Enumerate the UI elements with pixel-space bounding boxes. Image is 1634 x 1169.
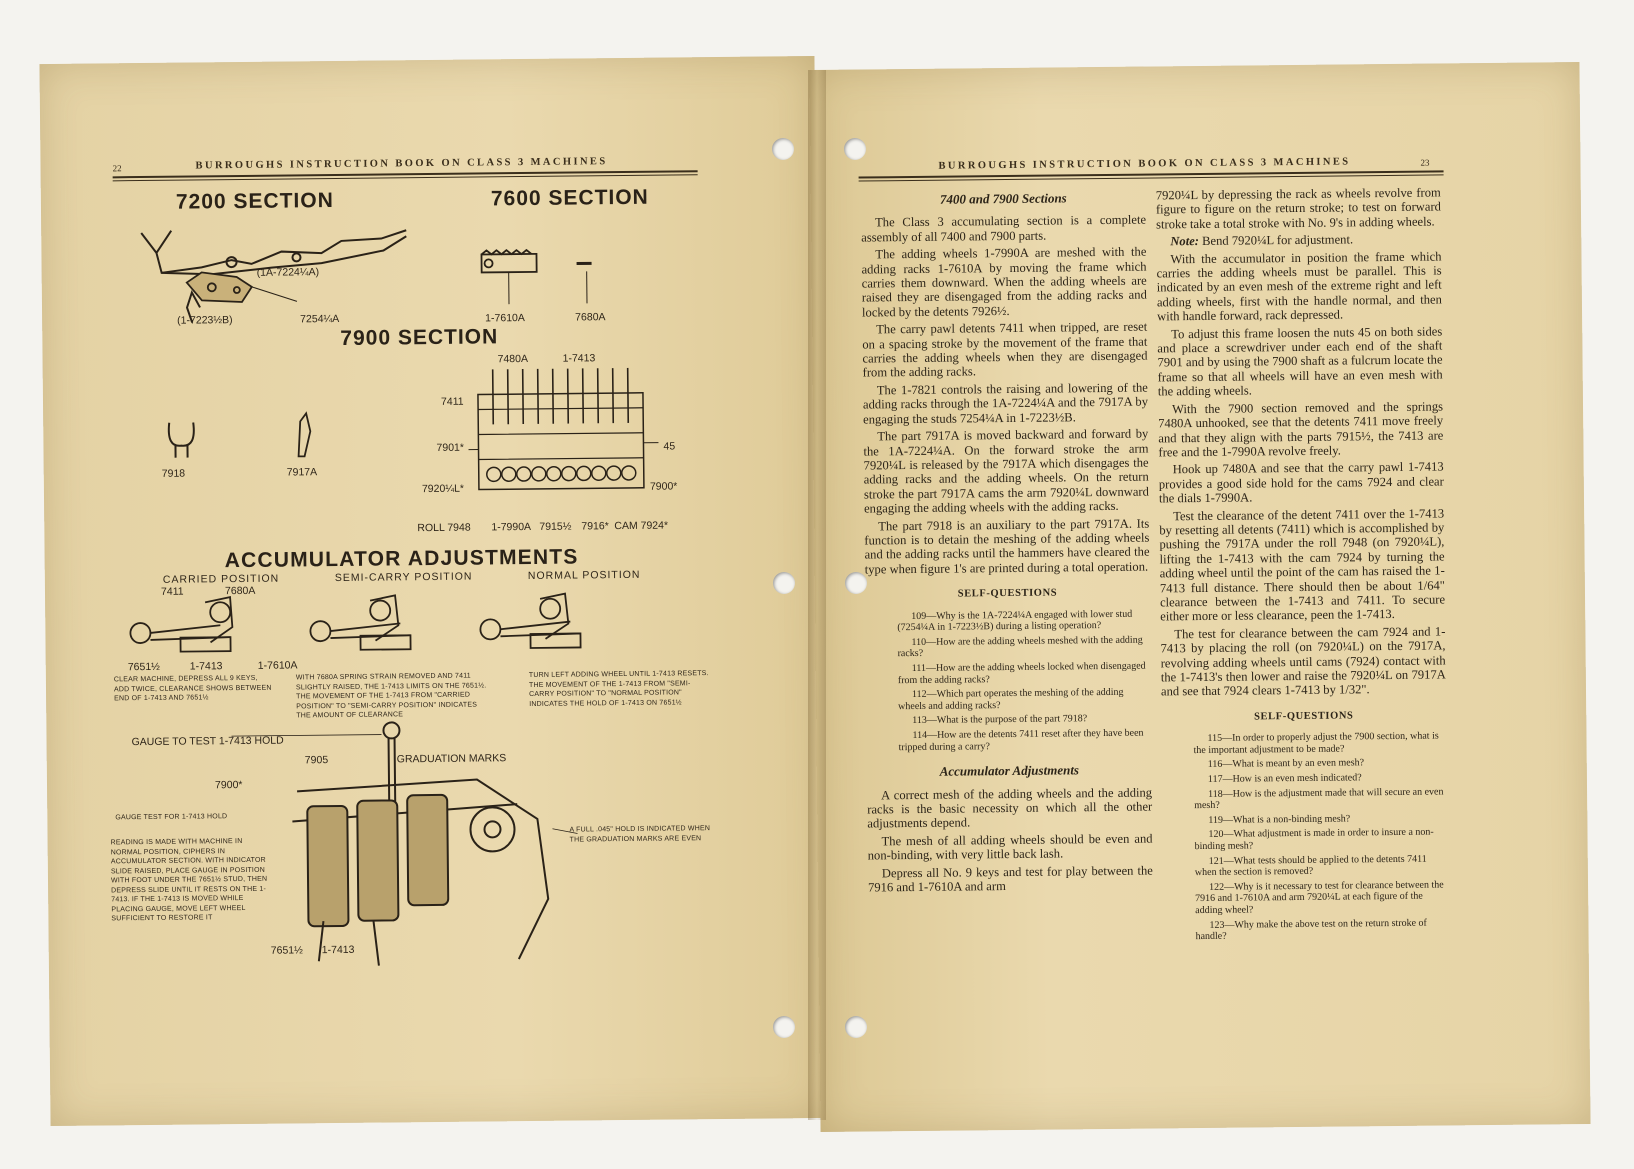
paragraph: Test the clearance of the detent 7411 over the 1-7413 by resetting all detents (7411) which is accomplished by pushing the 7917A under the roll 7948 (on 7920¼L), lifting the 1-7413 with the cam 7924 by turning the adding wheel until the point of the cam has raised the 1-7413 full distance. There should then be about 1/64" clearance between the 1-7413 and 7411. To secure either more or less clearance, peen the 1-7413. (1159, 505, 1446, 624)
hold-text: A FULL .045" HOLD IS INDICATED WHEN THE GRADUATION MARKS ARE EVEN (569, 825, 711, 844)
section-7200-title: 7200 SECTION (175, 189, 334, 214)
paragraph: With the 7900 section removed and the springs 7480A unhooked, see that the detents 7411 move freely and that they align with the parts 7915½, the 7413 are free and the 1-7990A revolve freely. (1158, 399, 1444, 460)
left-page (39, 56, 825, 1126)
question: 117—How is an even mesh indicated? (1207, 772, 1362, 785)
label-7610: 1-7610A (485, 312, 525, 325)
accumulator-positions-drawing (120, 592, 681, 668)
binder-hole-top-right (844, 138, 866, 160)
label-7918: 7918 (161, 467, 186, 480)
label-7411: 7411 (440, 395, 464, 408)
label-7920: 7920¼L* (421, 482, 465, 496)
paragraph: The adding wheels 1-7990A are meshed with the adding racks 1-7610A by moving the frame which carries them downward. When the adding wheels are raised they are disengaged from the adding racks and locked by the detents 7926½. (861, 244, 1147, 320)
section-7600-drawing (476, 243, 607, 304)
pos-label-7651: 7651½ (127, 660, 160, 674)
normal-caption: TURN LEFT ADDING WHEEL UNTIL 1-7413 RESETS. THE MOVEMENT OF THE 1-7413 FROM "SEMI-CARRY POSITION" TO "NORMAL POSITION" INDICATES THE HOLD OF 1-7413 ON 7651½ (528, 670, 709, 708)
gauge-label: GAUGE TO TEST 1-7413 HOLD (131, 734, 284, 749)
question: 120—What adjustment is made in order to insure a non-binding mesh? (1194, 826, 1434, 853)
binder-hole-middle-left (773, 572, 795, 594)
question: 109—Why is the 1A-7224¼A engaged with lower stud (7254¼A in 1-7223½B) during a listing operation? (897, 608, 1133, 634)
paragraph: The mesh of all adding wheels should be even and non-binding, with very little back lash. (867, 831, 1153, 863)
part-7223-drawing (182, 261, 303, 312)
right-page (809, 62, 1590, 1132)
carried-position-label: CARRIED POSITION (162, 572, 280, 586)
pos-label-7610: 1-7610A (257, 659, 298, 672)
heading-7400-7900: 7400 and 7900 Sections (939, 190, 1067, 207)
paragraph: The test for clearance between the cam 7924 and 1-7413 by placing the roll (on 7920¼L) on the 7917A, revolving adding wheels until cams (7924) contact with the 1-7413's then lower and raise the 7920¼L on 7917A and see that 7924 clears 1-7413 by 1/32". (1160, 624, 1446, 699)
semi-caption: WITH 7680A SPRING STRAIN REMOVED AND 7411 SLIGHTLY RAISED, THE 1-7413 LIMITS ON THE 7651½. THE MOVEMENT OF THE 1-7413 FROM "CARRIED POSITION" TO "SEMI-CARRY POSITION" INDICATES THE AMOUNT OF CLEARANCE (295, 672, 487, 720)
question: 119—What is a non-binding mesh? (1208, 813, 1351, 826)
question: 114—How are the detents 7411 reset after they have been tripped during a carry? (898, 727, 1144, 753)
heading-accumulator-adjustments: Accumulator Adjustments (939, 762, 1080, 779)
carried-caption: CLEAR MACHINE, DEPRESS ALL 9 KEYS, ADD TWICE, CLEARANCE SHOWS BETWEEN END OF 1-7413 AND 7651½ (113, 674, 272, 703)
label-7915: 7915½ (539, 520, 572, 533)
semi-drawing (310, 595, 411, 650)
question: 115—In order to properly adjust the 7900 section, what is the important adjustment to be made? (1193, 730, 1439, 756)
binder-hole-middle (845, 572, 867, 594)
self-questions-heading: SELF-QUESTIONS (957, 587, 1058, 600)
accumulator-adjustments-title: ACCUMULATOR ADJUSTMENTS (224, 545, 579, 573)
question: 122—Why is it necessary to test for clearance between the 7916 and 1-7610A and arm 7920¼L at each figure of the adding wheel? (1195, 879, 1444, 917)
section-7600-title: 7600 SECTION (490, 185, 649, 211)
note-paragraph (1156, 232, 1441, 249)
gauge-test-text: READING IS MADE WITH MACHINE IN NORMAL POSITION, CIPHERS IN ACCUMULATOR SECTION. WITH INDICATOR SLIDE RAISED, PLACE GAUGE IN POSITION WITH FOOT UNDER THE 7651½ STUD, THEN DEPRESS SLIDE UNTIL IT RESTS ON THE 1-7413. IF THE 1-7413 IS MOVED WHILE PLACING GAUGE, MOVE LEFT WHEEL SUFFICIENT TO RESTORE IT (110, 838, 268, 923)
self-questions-heading: SELF-QUESTIONS (1253, 710, 1354, 723)
normal-drawing (480, 593, 581, 648)
paragraph: 7920¼L by depressing the rack as wheels revolve from figure to figure on the return stroke; to test on forward stroke take a total stroke with No. 9's in adding wheels. (1155, 185, 1442, 232)
question: 111—How are the adding wheels locked when disengaged from the adding racks? (897, 660, 1146, 686)
label-7680: 7680A (575, 311, 606, 324)
label-7223: (1-7223½B) (177, 314, 233, 327)
gauge-label-7651: 7651½ (270, 944, 303, 957)
label-7224: (1A-7224¼A) (256, 266, 320, 279)
question: 110—How are the adding wheels meshed with the adding racks? (897, 634, 1143, 660)
question: 118—How is the adjustment made that will secure an even mesh? (1194, 786, 1444, 812)
pos-label-7413: 1-7413 (189, 660, 223, 673)
paragraph: With the accumulator in position the frame which carries the adding wheels must be parallel. This is indicated by an even mesh of the extreme right and left adding wheels, first with the handle normal, and then with handle forward, rack depressed. (1156, 249, 1442, 324)
normal-position-label: NORMAL POSITION (527, 568, 641, 583)
label-7254: 7254¼A (300, 312, 340, 326)
gauge-test-drawing (276, 719, 569, 977)
binder-hole-bottom (845, 1016, 867, 1038)
part-7918-drawing (161, 417, 201, 462)
right-running-head: BURROUGHS INSTRUCTION BOOK ON CLASS 3 MACHINES (938, 156, 1351, 172)
label-7413: 1-7413 (562, 352, 596, 365)
paragraph: The 1-7821 controls the raising and lowering of the adding racks through the 1A-7224¼A and the 7917A by engaging the studs 7254¼A in 1-7223½B. (862, 380, 1149, 427)
question: 121—What tests should be applied to the detents 7411 when the section is removed? (1194, 853, 1427, 879)
label-7901: 7901* (436, 441, 465, 454)
left-page-number: 22 (112, 163, 122, 174)
semi-carry-position-label: SEMI-CARRY POSITION (334, 570, 473, 585)
right-page-number: 23 (1420, 157, 1430, 168)
gauge-test-title: GAUGE TEST FOR 1-7413 HOLD (115, 813, 228, 822)
graduation-marks-label: GRADUATION MARKS (396, 752, 507, 766)
right-column-1 (861, 191, 1153, 898)
question: 112—Which part operates the meshing of the adding wheels and adding racks? (898, 686, 1124, 712)
paragraph: A correct mesh of the adding wheels and the adding racks is the basic necessity on which all the other adjustments depend. (867, 785, 1153, 831)
label-7917: 7917A (286, 466, 318, 479)
paragraph: The Class 3 accumulating section is a complete assembly of all 7400 and 7900 parts. (861, 212, 1147, 245)
gauge-label-7900: 7900* (214, 779, 243, 792)
label-45: 45 (663, 440, 676, 453)
pos-label-7680: 7680A (224, 584, 256, 598)
pos-label-7411: 7411 (160, 585, 184, 598)
label-7480: 7480A (497, 352, 529, 366)
part-7917-drawing (288, 411, 319, 461)
paragraph: To adjust this frame loosen the nuts 45 on both sides and place a screwdriver under each end of the shaft 7901 and by using the 7900 shaft as a fulcrum locate the frame so that all wheels will have an even mesh with the adding wheels. (1157, 324, 1443, 399)
paragraph: The carry pawl detents 7411 when tripped, are reset on a spacing stroke by the movement of the frame that carries the adding wheels when they are disengaged from the adding racks. (862, 319, 1148, 380)
paragraph: Depress all No. 9 keys and test for play between the 7916 and 1-7610A and arm (867, 863, 1153, 895)
carried-drawing (130, 597, 233, 652)
paragraph: Hook up 7480A and see that the carry pawl 1-7413 provides a good side hold for the cams 7924 and clear the dials 1-7990A. (1158, 459, 1444, 506)
right-column-2 (1156, 185, 1449, 946)
gauge-label-7905: 7905 (304, 754, 329, 767)
book-gutter (808, 70, 826, 1120)
paragraph: The part 7917A is moved backward and forward by the 1A-7224¼A. On the forward stroke the arm 7920¼L is released by the 7917A which disengages the adding racks and the adding wheels. On the return stroke the part 7917A cams the arm 7920¼L downward engaging the adding wheels with the adding racks. (863, 426, 1149, 516)
binder-hole-top (772, 138, 794, 160)
label-roll: ROLL 7948 (417, 521, 471, 535)
section-7900-title: 7900 SECTION (340, 325, 499, 350)
label-7900: 7900* (649, 480, 678, 493)
question: 116—What is meant by an even mesh? (1207, 757, 1365, 771)
paragraph: The part 7918 is an auxiliary to the part 7917A. Its function is to detain the meshing of the adding wheels and the adding racks until the hammers have cleared the type when figure 1's are printed during a total operation. (864, 516, 1150, 577)
left-running-head: BURROUGHS INSTRUCTION BOOK ON CLASS 3 MACHINES (195, 156, 608, 172)
label-7990: 1-7990A (491, 520, 532, 534)
label-cam: CAM 7924* (614, 519, 669, 533)
note-text: Bend 7920¼L for adjustment. (1198, 232, 1354, 249)
gauge-label-7413: 1-7413 (321, 943, 355, 957)
question: 123—Why make the above test on the return stroke of handle? (1195, 917, 1427, 943)
question: 113—What is the purpose of the part 7918? (912, 713, 1088, 727)
section-7900-drawing (468, 363, 655, 510)
binder-hole-bottom-left (773, 1016, 795, 1038)
label-7916: 7916* (581, 520, 609, 533)
note-label: Note: (1170, 234, 1200, 249)
